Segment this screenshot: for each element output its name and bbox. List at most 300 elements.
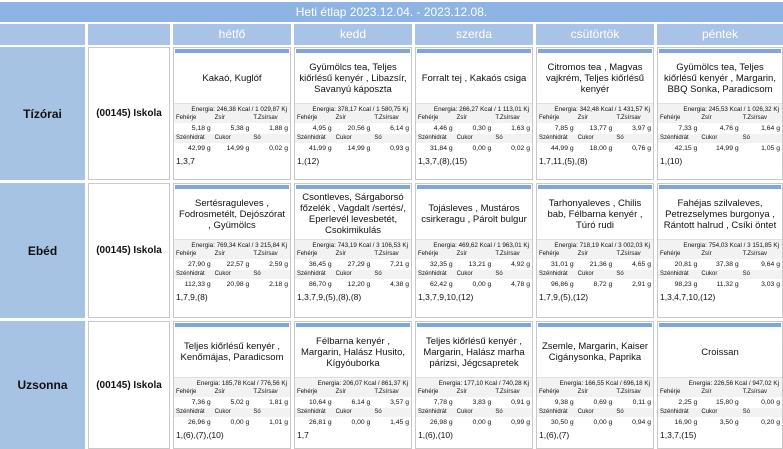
saturated-fat-label: T.Zsírsav (616, 389, 641, 395)
fat-value: 22,57 g (226, 261, 250, 268)
saturated-fat-value: 0,91 g (511, 399, 531, 406)
sugar-label: Cukor (456, 135, 473, 141)
saturated-fat-label: T.Zsírsav (253, 389, 278, 395)
dish-text: Zsemle, Margarin, Kaiser Cigánysonka, Paprika (541, 341, 649, 363)
protein-label: Fehérje (297, 115, 318, 121)
nutrient-value-row-1 (537, 397, 653, 408)
fat-label: Zsír (335, 251, 347, 257)
nutrient-header-row-1 (658, 388, 782, 397)
fat-value: 3,83 g (472, 399, 492, 406)
nutrient-value-row-1 (416, 397, 532, 408)
nutrient-header-row-2 (295, 134, 411, 143)
meal-row-1 (0, 183, 783, 318)
nutrient-value-row-2 (174, 417, 290, 428)
sugar-value: 0,00 g (472, 419, 492, 426)
school-name: (00145) Iskola (88, 47, 170, 180)
nutrient-value-row-1 (174, 123, 290, 134)
carbohydrate-value: 30,50 g (550, 419, 574, 426)
allergen-codes: 1,(10) (660, 156, 683, 166)
nutrient-value-row-1 (658, 259, 782, 270)
nutrient-value-row-2 (416, 279, 532, 290)
dish-text: Croissan (701, 346, 739, 358)
protein-label: Fehérje (539, 389, 560, 395)
carbohydrate-value: 62,42 g (429, 281, 453, 288)
energy-value: Energia: 342,48 Kcal / 1 431,57 Kj (537, 103, 653, 114)
nutrient-header-row-1 (416, 250, 532, 259)
saturated-fat-label: T.Zsírsav (742, 251, 767, 257)
saturated-fat-label: T.Zsírsav (495, 389, 520, 395)
protein-label: Fehérje (176, 115, 197, 121)
protein-label: Fehérje (176, 389, 197, 395)
saturated-fat-label: T.Zsírsav (374, 389, 399, 395)
protein-label: Fehérje (660, 251, 681, 257)
energy-value: Energia: 754,03 Kcal / 3 151,85 Kj (658, 239, 782, 250)
sugar-value: 20,98 g (226, 281, 250, 288)
energy-value: Energia: 166,55 Kcal / 696,18 Kj (537, 377, 653, 388)
day-header-friday: péntek (657, 24, 783, 45)
protein-label: Fehérje (539, 115, 560, 121)
salt-value: 0,02 g (511, 145, 531, 152)
menu-cell-tuesday (294, 183, 412, 318)
sugar-value: 14,99 g (226, 145, 250, 152)
salt-value: 4,38 g (390, 281, 410, 288)
dish-text: Forralt tej , Kakaós csiga (421, 72, 527, 84)
menu-cell-monday (173, 183, 291, 318)
carbohydrate-label: Szénhidrát (418, 271, 447, 277)
nutrient-header-row-2 (416, 270, 532, 279)
salt-label: Só (616, 271, 624, 277)
allergen-codes: 1,3,7,9,10,(12) (418, 292, 474, 302)
allergen-codes: 1,3,7 (176, 156, 195, 166)
salt-value: 0,94 g (632, 419, 652, 426)
allergen-codes: 1,3,7,(15) (660, 430, 697, 440)
salt-value: 3,03 g (761, 281, 780, 288)
salt-label: Só (742, 271, 750, 277)
nutrient-value-row-1 (658, 397, 782, 408)
school-name: (00145) Iskola (88, 321, 170, 449)
nutrient-value-row-2 (295, 417, 411, 428)
saturated-fat-value: 1,81 g (269, 399, 289, 406)
allergen-codes: 1,7,9,(8) (176, 292, 208, 302)
saturated-fat-value: 4,92 g (511, 261, 531, 268)
carbohydrate-value: 26,81 g (308, 419, 332, 426)
allergen-codes: 1,(6),(7),(10) (176, 430, 224, 440)
carbohydrate-label: Szénhidrát (660, 409, 689, 415)
nutrient-value-row-1 (537, 123, 653, 134)
saturated-fat-value: 0,00 g (761, 399, 780, 406)
saturated-fat-label: T.Zsírsav (616, 251, 641, 257)
saturated-fat-label: T.Zsírsav (253, 115, 278, 121)
fat-value: 13,77 g (589, 125, 613, 132)
nutrient-header-row-1 (537, 250, 653, 259)
protein-value: 7,85 g (554, 125, 574, 132)
nutrient-header-row-2 (658, 134, 782, 143)
fat-label: Zsír (456, 115, 468, 121)
dish-text: Félbarna kenyér , Margarin, Halász Husito, Kígyóuborka (300, 335, 405, 369)
carbohydrate-label: Szénhidrát (539, 409, 568, 415)
sugar-value: 14,99 g (715, 145, 739, 152)
nutrient-header-row-2 (416, 408, 532, 417)
sugar-label: Cukor (214, 135, 231, 141)
salt-value: 1,05 g (761, 145, 780, 152)
day-header-thursday: csütörtök (536, 24, 654, 45)
sugar-value: 3,50 g (719, 419, 739, 426)
sugar-value: 11,32 g (716, 281, 739, 288)
menu-cell-friday (657, 183, 783, 318)
nutrient-header-row-2 (174, 408, 290, 417)
saturated-fat-label: T.Zsírsav (253, 251, 278, 257)
sugar-value: 18,00 g (589, 145, 613, 152)
nutrient-value-row-2 (537, 417, 653, 428)
sugar-value: 0,00 g (472, 145, 492, 152)
day-header-monday: hétfő (173, 24, 291, 45)
protein-label: Fehérje (539, 251, 560, 257)
sugar-label: Cukor (577, 135, 594, 141)
saturated-fat-value: 6,14 g (390, 125, 410, 132)
energy-value: Energia: 266,27 Kcal / 1 113,01 Kj (416, 103, 532, 114)
fat-value: 27,29 g (347, 261, 371, 268)
protein-value: 7,33 g (678, 125, 698, 132)
header-corner-school (88, 24, 170, 45)
fat-value: 5,02 g (230, 399, 250, 406)
allergen-codes: 1,7,11,(5),(8) (539, 156, 588, 166)
carbohydrate-value: 112,33 g (184, 281, 211, 288)
nutrient-value-row-2 (658, 143, 782, 154)
fat-value: 20,56 g (347, 125, 371, 132)
protein-value: 2,25 g (678, 399, 698, 406)
allergen-codes: 1,(6),(10) (418, 430, 453, 440)
day-header-wednesday: szerda (415, 24, 533, 45)
allergen-codes: 1,7,9,(5),(12) (539, 292, 589, 302)
fat-label: Zsír (456, 389, 468, 395)
saturated-fat-value: 0,11 g (632, 399, 652, 406)
energy-value: Energia: 177,10 Kcal / 740,28 Kj (416, 377, 532, 388)
nutrient-value-row-2 (174, 143, 290, 154)
saturated-fat-value: 2,59 g (269, 261, 289, 268)
salt-value: 0,20 g (761, 419, 780, 426)
sugar-label: Cukor (456, 271, 473, 277)
nutrient-header-row-1 (295, 114, 411, 123)
protein-value: 31,01 g (550, 261, 574, 268)
nutrient-value-row-1 (416, 123, 532, 134)
meal-name: Tízórai (0, 47, 85, 180)
allergen-codes: 1,7 (297, 430, 309, 440)
sugar-value: 0,00 g (593, 419, 613, 426)
day-header-row (0, 24, 783, 45)
fat-value: 15,80 g (715, 399, 739, 406)
fat-label: Zsír (577, 389, 589, 395)
nutrient-value-row-2 (416, 143, 532, 154)
nutrient-value-row-2 (295, 143, 411, 154)
carbohydrate-value: 44,99 g (550, 145, 574, 152)
sugar-label: Cukor (335, 409, 352, 415)
fat-value: 0,30 g (472, 125, 492, 132)
nutrient-value-row-1 (295, 259, 411, 270)
sugar-label: Cukor (577, 271, 594, 277)
salt-value: 2,91 g (632, 281, 652, 288)
nutrient-header-row-2 (537, 270, 653, 279)
protein-label: Fehérje (418, 115, 439, 121)
menu-cell-wednesday (415, 47, 533, 180)
nutrient-value-row-2 (537, 143, 653, 154)
nutrient-header-row-1 (658, 250, 782, 259)
carbohydrate-value: 86,70 g (308, 281, 332, 288)
fat-value: 13,21 g (468, 261, 492, 268)
nutrient-header-row-2 (537, 408, 653, 417)
nutrient-value-row-1 (537, 259, 653, 270)
fat-value: 5,38 g (230, 125, 250, 132)
fat-value: 37,38 g (715, 261, 739, 268)
salt-value: 0,76 g (632, 145, 652, 152)
protein-value: 20,81 g (674, 261, 698, 268)
protein-label: Fehérje (660, 389, 681, 395)
carbohydrate-label: Szénhidrát (176, 135, 205, 141)
fat-value: 6,14 g (351, 399, 371, 406)
menu-cell-tuesday (294, 321, 412, 449)
fat-label: Zsír (456, 251, 468, 257)
saturated-fat-label: T.Zsírsav (374, 251, 399, 257)
dish-text: Teljes kiőrlésű kenyér , Margarin, Halász marha párizsi, Jégcsapretek (423, 335, 525, 369)
fat-value: 4,76 g (719, 125, 739, 132)
fat-label: Zsír (335, 389, 347, 395)
dish-text: Csontleves, Sárgaborsó főzelék , Vagdalt /sertés/, Eperlevél levesbetét, Csokimikulás (300, 192, 406, 236)
fat-value: 0,69 g (593, 399, 613, 406)
carbohydrate-value: 41,99 g (308, 145, 332, 152)
menu-cell-thursday (536, 321, 654, 449)
carbohydrate-value: 42,15 g (674, 145, 698, 152)
menu-cell-monday (173, 321, 291, 449)
nutrient-header-row-1 (537, 114, 653, 123)
dish-text: Fahéjas szilvaleves, Petrezselymes burgonya , Rántott halrud , Csíki öntet (663, 197, 777, 231)
nutrient-header-row-2 (537, 134, 653, 143)
nutrient-value-row-1 (174, 259, 290, 270)
energy-value: Energia: 226,56 Kcal / 947,02 Kj (658, 377, 782, 388)
nutrient-header-row-1 (416, 388, 532, 397)
dish-text: Tarhonyaleves , Chilis bab, Félbarna kenyér , Túró rudi (547, 197, 643, 231)
menu-cell-wednesday (415, 321, 533, 449)
menu-cell-wednesday (415, 183, 533, 318)
carbohydrate-label: Szénhidrát (297, 409, 326, 415)
saturated-fat-label: T.Zsírsav (742, 115, 767, 121)
dish-text: Citromos tea , Magvas vajkrém, Teljes kiőrlésű kenyér (545, 61, 645, 95)
protein-value: 5,18 g (191, 125, 211, 132)
sugar-label: Cukor (335, 135, 352, 141)
protein-value: 27,90 g (187, 261, 211, 268)
saturated-fat-label: T.Zsírsav (495, 251, 520, 257)
protein-label: Fehérje (297, 389, 318, 395)
header-corner-meal (0, 24, 85, 45)
salt-label: Só (616, 409, 624, 415)
dish-text: Gyümölcs tea, Teljes kiőrlésű kenyér , Libazsír, Savanyú káposzta (299, 61, 407, 95)
salt-label: Só (495, 409, 503, 415)
energy-value: Energia: 185,78 Kcal / 776,56 Kj (174, 377, 290, 388)
carbohydrate-value: 98,23 g (674, 281, 698, 288)
carbohydrate-label: Szénhidrát (660, 135, 689, 141)
protein-value: 7,36 g (191, 399, 211, 406)
fat-label: Zsír (577, 115, 589, 121)
sugar-label: Cukor (456, 409, 473, 415)
saturated-fat-value: 1,63 g (511, 125, 531, 132)
saturated-fat-value: 3,97 g (632, 125, 652, 132)
fat-label: Zsír (701, 115, 712, 121)
energy-value: Energia: 743,19 Kcal / 3 106,53 Kj (295, 239, 411, 250)
nutrient-value-row-1 (295, 397, 411, 408)
sugar-label: Cukor (214, 271, 231, 277)
allergen-codes: 1,(6),(7) (539, 430, 570, 440)
meal-row-0 (0, 47, 783, 180)
fat-value: 21,36 g (589, 261, 613, 268)
menu-cell-thursday (536, 183, 654, 318)
protein-value: 9,38 g (554, 399, 574, 406)
salt-value: 0,93 g (390, 145, 410, 152)
saturated-fat-value: 7,21 g (390, 261, 410, 268)
protein-value: 4,95 g (312, 125, 332, 132)
salt-label: Só (374, 271, 382, 277)
nutrient-header-row-1 (658, 114, 782, 123)
nutrient-value-row-1 (174, 397, 290, 408)
allergen-codes: 1,3,7,(8),(15) (418, 156, 468, 166)
dish-text: Tojásleves , Mustáros csirkeragu , Párolt bulgur (421, 203, 527, 225)
carbohydrate-label: Szénhidrát (297, 135, 326, 141)
salt-label: Só (253, 135, 261, 141)
salt-value: 1,01 g (269, 419, 289, 426)
nutrient-header-row-2 (416, 134, 532, 143)
salt-label: Só (253, 271, 261, 277)
page-title: Heti étlap 2023.12.04. - 2023.12.08. (0, 2, 783, 22)
sugar-label: Cukor (335, 271, 352, 277)
protein-label: Fehérje (176, 251, 197, 257)
meal-name: Ebéd (0, 183, 85, 318)
salt-label: Só (742, 409, 750, 415)
menu-cell-thursday (536, 47, 654, 180)
sugar-value: 14,99 g (347, 145, 371, 152)
carbohydrate-label: Szénhidrát (418, 135, 447, 141)
nutrient-value-row-2 (295, 279, 411, 290)
salt-value: 4,78 g (511, 281, 531, 288)
dish-text: Kakaó, Kuglóf (202, 72, 262, 84)
meal-row-2 (0, 321, 783, 449)
dish-text: Sertésraguleves , Fodrosmetélt, Dejószórat , Gyümölcs (178, 197, 286, 231)
carbohydrate-label: Szénhidrát (539, 135, 568, 141)
sugar-label: Cukor (701, 135, 718, 141)
protein-label: Fehérje (660, 115, 681, 121)
energy-value: Energia: 469,62 Kcal / 1 963,01 Kj (416, 239, 532, 250)
salt-label: Só (495, 135, 503, 141)
protein-label: Fehérje (418, 389, 439, 395)
carbohydrate-label: Szénhidrát (539, 271, 568, 277)
nutrient-value-row-2 (658, 279, 782, 290)
energy-value: Energia: 206,07 Kcal / 861,37 Kj (295, 377, 411, 388)
salt-label: Só (742, 135, 750, 141)
carbohydrate-label: Szénhidrát (418, 409, 447, 415)
protein-label: Fehérje (418, 251, 439, 257)
nutrient-header-row-1 (174, 114, 290, 123)
fat-label: Zsír (701, 251, 712, 257)
carbohydrate-value: 42,99 g (187, 145, 211, 152)
sugar-value: 8,72 g (593, 281, 613, 288)
sugar-value: 12,20 g (347, 281, 371, 288)
nutrient-value-row-2 (537, 279, 653, 290)
salt-label: Só (253, 409, 261, 415)
saturated-fat-value: 3,57 g (390, 399, 410, 406)
salt-value: 0,02 g (269, 145, 289, 152)
nutrient-header-row-2 (174, 134, 290, 143)
allergen-codes: 1,3,4,7,10,(12) (660, 292, 716, 302)
energy-value: Energia: 378,17 Kcal / 1 580,75 Kj (295, 103, 411, 114)
nutrient-value-row-1 (658, 123, 782, 134)
carbohydrate-value: 26,96 g (187, 419, 211, 426)
menu-cell-friday (657, 47, 783, 180)
nutrient-header-row-2 (658, 270, 782, 279)
carbohydrate-value: 16,90 g (674, 419, 698, 426)
sugar-label: Cukor (701, 271, 718, 277)
nutrient-value-row-2 (658, 417, 782, 428)
salt-value: 2,18 g (269, 281, 289, 288)
fat-label: Zsír (214, 389, 226, 395)
carbohydrate-label: Szénhidrát (297, 271, 326, 277)
nutrient-header-row-2 (295, 270, 411, 279)
salt-label: Só (374, 135, 382, 141)
menu-cell-friday (657, 321, 783, 449)
meal-name: Uzsonna (0, 321, 85, 449)
nutrient-value-row-1 (416, 259, 532, 270)
nutrient-header-row-2 (658, 408, 782, 417)
carbohydrate-label: Szénhidrát (176, 409, 205, 415)
menu-cell-tuesday (294, 47, 412, 180)
fat-label: Zsír (335, 115, 347, 121)
carbohydrate-value: 31,84 g (429, 145, 453, 152)
nutrient-header-row-2 (295, 408, 411, 417)
sugar-value: 0,00 g (351, 419, 371, 426)
energy-value: Energia: 718,19 Kcal / 3 002,03 Kj (537, 239, 653, 250)
allergen-codes: 1,(12) (297, 156, 320, 166)
sugar-value: 0,00 g (230, 419, 250, 426)
protein-value: 7,78 g (433, 399, 453, 406)
carbohydrate-label: Szénhidrát (176, 271, 205, 277)
nutrient-header-row-1 (295, 250, 411, 259)
nutrient-header-row-1 (537, 388, 653, 397)
saturated-fat-value: 4,65 g (632, 261, 652, 268)
nutrient-value-row-1 (295, 123, 411, 134)
energy-value: Energia: 769,34 Kcal / 3 215,84 Kj (174, 239, 290, 250)
dish-text: Teljes kiőrlésű kenyér , Kenőmájas, Paradicsom (180, 341, 284, 363)
menu-cell-monday (173, 47, 291, 180)
saturated-fat-label: T.Zsírsav (374, 115, 399, 121)
saturated-fat-value: 1,64 g (761, 125, 780, 132)
allergen-codes: 1,3,7,9,(5),(8),(8) (297, 292, 362, 302)
protein-value: 10,64 g (308, 399, 332, 406)
carbohydrate-label: Szénhidrát (660, 271, 689, 277)
fat-label: Zsír (214, 251, 226, 257)
nutrient-value-row-2 (174, 279, 290, 290)
salt-label: Só (374, 409, 382, 415)
saturated-fat-value: 9,64 g (761, 261, 780, 268)
fat-label: Zsír (214, 115, 226, 121)
saturated-fat-value: 1,88 g (269, 125, 289, 132)
sugar-label: Cukor (214, 409, 231, 415)
energy-value: Energia: 246,38 Kcal / 1 029,87 Kj (174, 103, 290, 114)
nutrient-header-row-1 (174, 388, 290, 397)
sugar-label: Cukor (577, 409, 594, 415)
dish-text: Gyümölcs tea, Teljes kiőrlésű kenyér , Margarin, BBQ Sonka, Paradicsom (664, 61, 776, 95)
saturated-fat-label: T.Zsírsav (495, 115, 520, 121)
carbohydrate-value: 26,98 g (429, 419, 453, 426)
sugar-label: Cukor (701, 409, 718, 415)
salt-label: Só (495, 271, 503, 277)
energy-value: Energia: 245,53 Kcal / 1 026,32 Kj (658, 103, 782, 114)
salt-value: 0,99 g (511, 419, 531, 426)
protein-value: 4,46 g (433, 125, 453, 132)
